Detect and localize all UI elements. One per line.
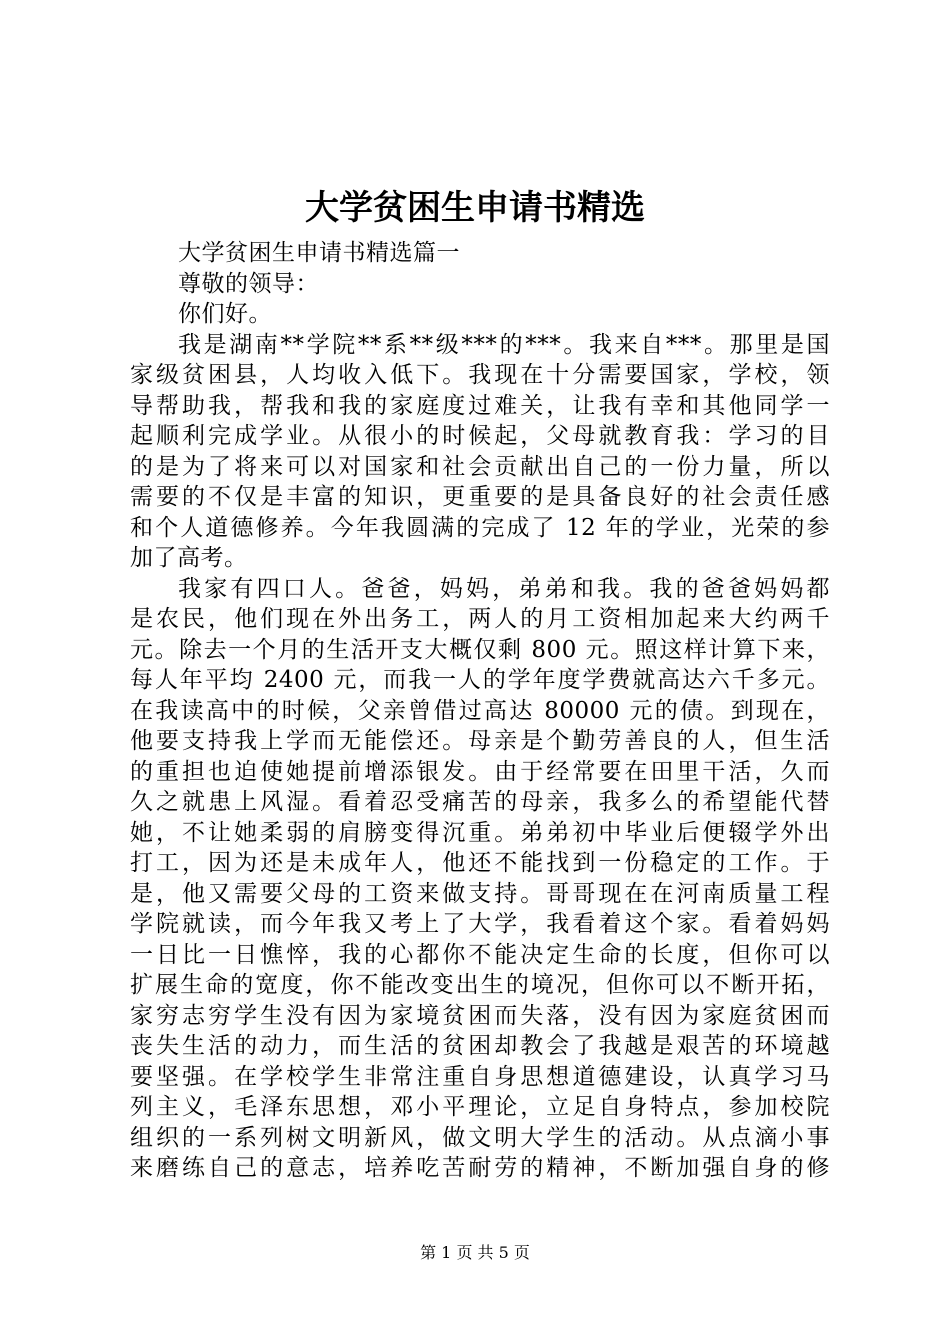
text-line: 久之就患上风湿。看着忍受痛苦的母亲，我多么的希望能代替 <box>130 789 830 815</box>
text-line: 起顺利完成学业。从很小的时候起，父母就教育我：学习的目 <box>130 423 830 449</box>
text-line: 的重担也迫使她提前增添银发。由于经常要在田里干活，久而 <box>130 758 830 785</box>
text-line: 他要支持我上学而无能偿还。母亲是个勤劳善良的人，但生活 <box>130 728 830 754</box>
text-line: 来磨练自己的意志，培养吃苦耐劳的精神，不断加强自身的修 <box>130 1155 830 1181</box>
text-line: 要坚强。在学校学生非常注重自身思想道德建设，认真学习马 <box>130 1063 830 1090</box>
text-line: 是，他又需要父母的工资来做支持。哥哥现在在河南质量工程 <box>130 880 830 907</box>
text-line: 导帮助我，帮我和我的家庭度过难关，让我有幸和其他同学一 <box>130 392 830 419</box>
document-body <box>130 238 830 1184</box>
text-line: 一日比一日憔悴，我的心都你不能决定生命的长度，但你可以 <box>130 941 830 968</box>
text-line: 是农民，他们现在外出务工，两人的月工资相加起来大约两千 <box>130 606 830 632</box>
text-line: 她，不让她柔弱的肩膀变得沉重。弟弟初中毕业后便辍学外出 <box>130 819 830 846</box>
text-line: 学院就读，而今年我又考上了大学，我看着这个家。看着妈妈 <box>130 911 830 937</box>
text-line: 组织的一系列树文明新风，做文明大学生的活动。从点滴小事 <box>130 1124 830 1151</box>
text-line: 你们好。 <box>178 301 272 327</box>
text-line: 加了高考。 <box>130 545 248 571</box>
text-line: 我是湖南**学院**系**级***的***。我来自***。那里是国 <box>178 331 830 358</box>
text-line: 尊敬的领导： <box>178 270 319 297</box>
text-line: 需要的不仅是丰富的知识，更重要的是具备良好的社会责任感 <box>130 484 830 510</box>
text-line: 的是为了将来可以对国家和社会贡献出自己的一份力量，所以 <box>130 453 830 480</box>
document-title: 大学贫困生申请书精选 <box>305 188 645 228</box>
text-line: 扩展生命的宽度，你不能改变出生的境况，但你可以不断开拓， <box>130 972 830 998</box>
text-line: 每人年平均 2400 元，而我一人的学年度学费就高达六千多元。 <box>130 667 830 693</box>
page-footer: 第 1 页 共 5 页 <box>420 1243 530 1262</box>
text-line: 元。除去一个月的生活开支大概仅剩 800 元。照这样计算下来， <box>130 636 830 663</box>
text-line: 在我读高中的时候，父亲曾借过高达 80000 元的债。到现在， <box>130 697 830 724</box>
text-line: 丧失生活的动力，而生活的贫困却教会了我越是艰苦的环境越 <box>130 1033 830 1059</box>
text-line: 和个人道德修养。今年我圆满的完成了 12 年的学业，光荣的参 <box>130 514 830 541</box>
text-line: 列主义，毛泽东思想，邓小平理论，立足自身特点，参加校院 <box>130 1094 830 1120</box>
text-line: 家级贫困县，人均收入低下。我现在十分需要国家，学校，领 <box>130 362 830 388</box>
text-line: 家穷志穷学生没有因为家境贫困而失落，没有因为家庭贫困而 <box>130 1002 830 1029</box>
text-line: 我家有四口人。爸爸，妈妈，弟弟和我。我的爸爸妈妈都 <box>178 575 830 602</box>
text-line: 大学贫困生申请书精选篇一 <box>178 240 460 266</box>
text-line: 打工，因为还是未成年人，他还不能找到一份稳定的工作。于 <box>130 850 830 876</box>
